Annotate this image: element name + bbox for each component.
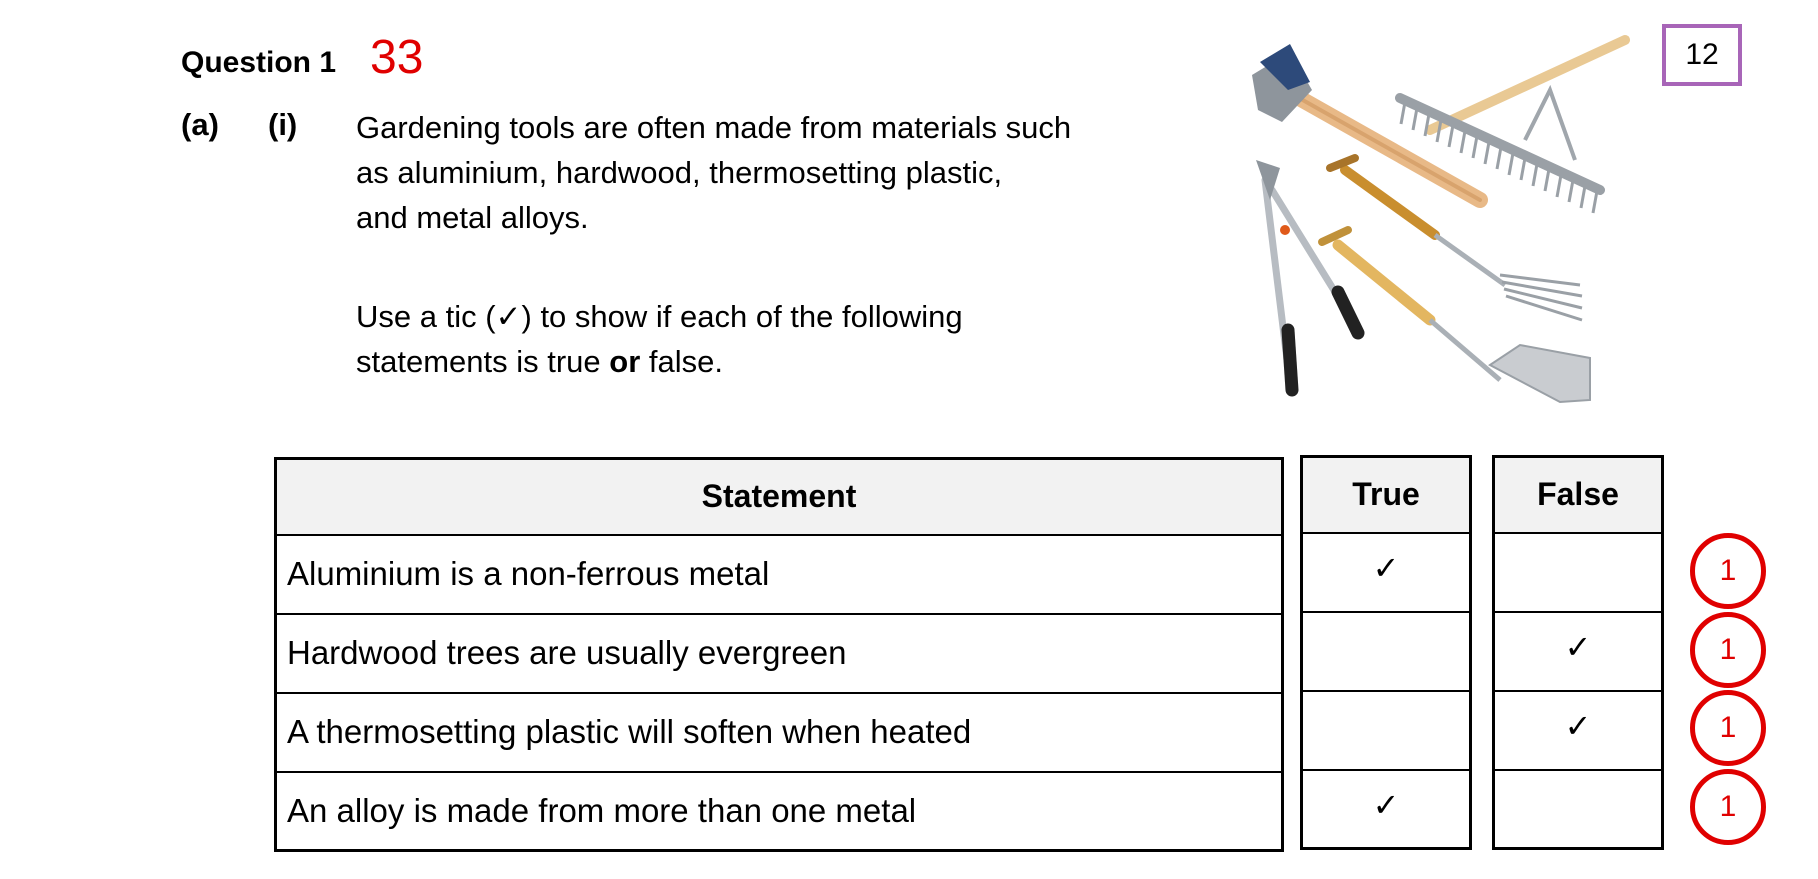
tick-icon: ✓ (1372, 785, 1400, 824)
question-title: Question 1 (181, 46, 337, 79)
rake-icon (1400, 40, 1625, 213)
true-column-table (1300, 455, 1472, 850)
page-number-box: 12 (1662, 24, 1742, 86)
loppers-icon (1256, 160, 1358, 390)
intro-line: as aluminium, hardwood, thermosetting plastic, (356, 155, 1003, 190)
instruction-paragraph (356, 294, 1156, 384)
false-checkbox-cell[interactable] (1494, 533, 1663, 612)
tick-icon: ✓ (1564, 707, 1592, 745)
marker-total: 33 (370, 31, 424, 84)
col-statement-header: Statement (276, 459, 1283, 535)
instruction-prefix: statements is true (356, 344, 610, 379)
false-checkbox-cell[interactable] (1494, 691, 1663, 770)
true-checkbox-cell[interactable] (1302, 770, 1471, 849)
row-mark-circle: 1 (1690, 690, 1766, 766)
spade-icon (1322, 230, 1590, 402)
part-sub: (i) (268, 107, 298, 142)
statement-table (274, 457, 1284, 852)
gardening-tools-image (1230, 30, 1630, 440)
statement-cell: Aluminium is a non-ferrous metal (276, 535, 1283, 614)
row-mark-circle: 1 (1690, 612, 1766, 688)
col-false-header: False (1494, 457, 1663, 533)
instruction-line (356, 339, 1156, 384)
part-letter: (a) (181, 107, 219, 142)
col-true-header: True (1302, 457, 1471, 533)
tick-icon: ✓ (1372, 549, 1400, 587)
tick-icon: ✓ (1564, 628, 1592, 666)
false-checkbox-cell[interactable] (1494, 770, 1663, 849)
statement-cell: An alloy is made from more than one metal (276, 772, 1283, 851)
instruction-suffix: false. (640, 344, 723, 379)
row-mark-circle: 1 (1690, 533, 1766, 609)
false-column-table (1492, 455, 1664, 850)
row-mark-circle: 1 (1690, 769, 1766, 845)
false-checkbox-cell[interactable] (1494, 612, 1663, 691)
intro-paragraph (356, 105, 1156, 240)
true-checkbox-cell[interactable] (1302, 533, 1471, 612)
true-checkbox-cell[interactable] (1302, 691, 1471, 770)
statement-cell: A thermosetting plastic will soften when heated (276, 693, 1283, 772)
intro-line: Gardening tools are often made from materials such (356, 110, 1072, 145)
instruction-line: Use a tic (✓) to show if each of the following (356, 299, 963, 334)
instruction-or: or (609, 344, 641, 379)
statement-cell: Hardwood trees are usually evergreen (276, 614, 1283, 693)
intro-line: and metal alloys. (356, 200, 589, 235)
true-checkbox-cell[interactable] (1302, 612, 1471, 691)
